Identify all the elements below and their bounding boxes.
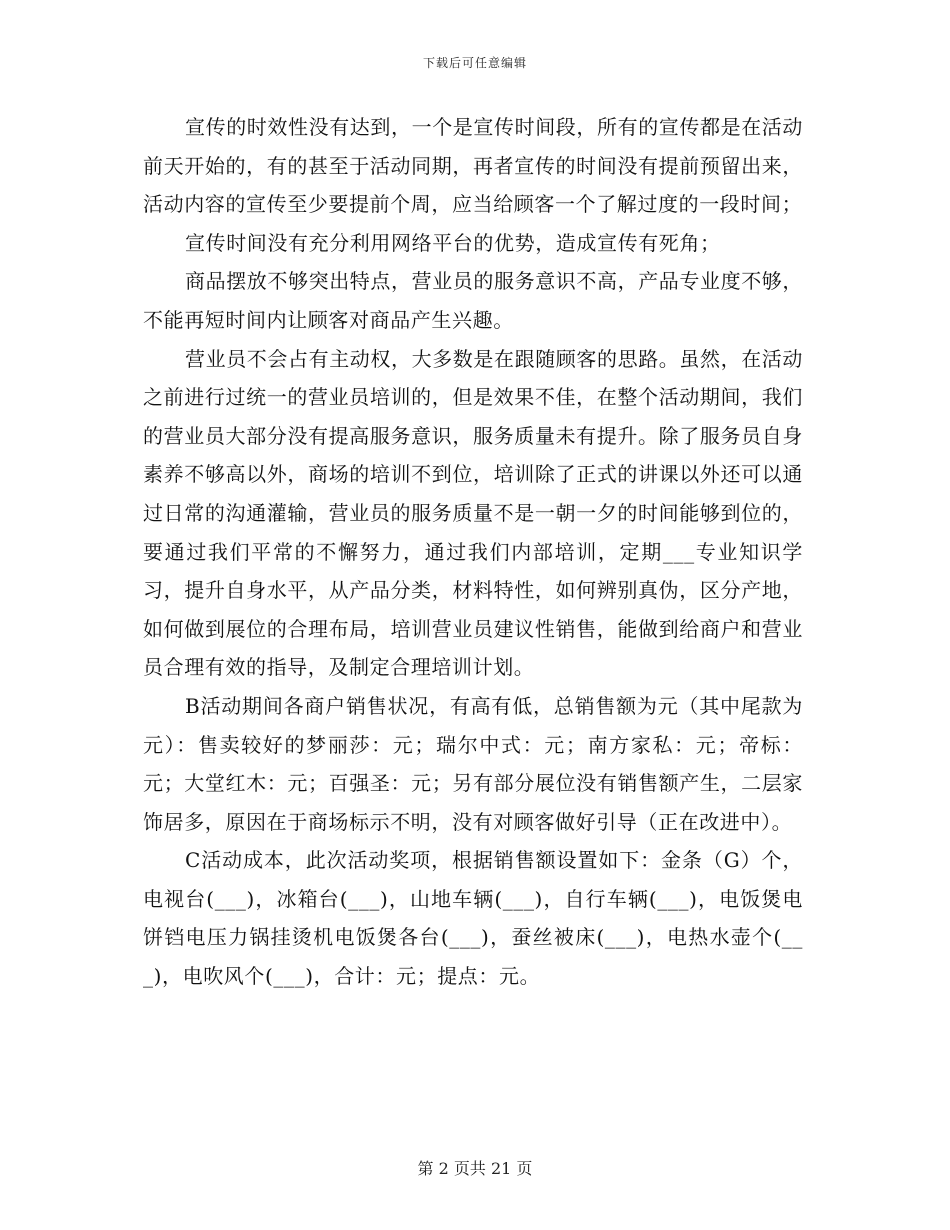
paragraph-activity-cost: C活动成本，此次活动奖项，根据销售额设置如下：金条（G）个，电视台(___)，冰箱台(___)，山地车辆(___)，自行车辆(___)，电饭煲电饼铛电压力锅挂烫机电饭煲各台(___)，蚕丝被床(___)，电热水壶个(___)，电吹风个(___)，合计：元；提点：元。 (143, 848, 803, 989)
paragraph-product-display: 商品摆放不够突出特点，营业员的服务意识不高，产品专业度不够，不能再短时间内让顾客对商品产生兴趣。 (143, 269, 803, 332)
paragraph-sales-status: B活动期间各商户销售状况，有高有低，总销售额为元（其中尾款为元）：售卖较好的梦丽莎：元；瑞尔中式：元；南方家私：元；帝标：元；大堂红木：元；百强圣：元；另有部分展位没有销售额产生，二层家饰居多，原因在于商场标示不明，没有对顾客做好引导（正在改进中）。 (143, 693, 803, 834)
paragraph-publicity-timeliness: 宣传的时效性没有达到，一个是宣传时间段，所有的宣传都是在活动前天开始的，有的甚至于活动同期，再者宣传的时间没有提前预留出来，活动内容的宣传至少要提前个周，应当给顾客一个了解过度的一段时间； (143, 115, 803, 217)
page-footer: 第 2 页共 21 页 (417, 1159, 533, 1178)
paragraph-online-platform: 宣传时间没有充分利用网络平台的优势，造成宣传有死角； (185, 230, 721, 255)
document-body (143, 108, 803, 996)
paragraph-staff-training: 营业员不会占有主动权，大多数是在跟随顾客的思路。虽然，在活动之前进行过统一的营业员培训的，但是效果不佳，在整个活动期间，我们的营业员大部分没有提高服务意识，服务质量未有提升。除了服务员自身素养不够高以外，商场的培训不到位，培训除了正式的讲课以外还可以通过日常的沟通灌输，营业员的服务质量不是一朝一夕的时间能够到位的，要通过我们平常的不懈努力，通过我们内部培训，定期___专业知识学习，提升自身水平，从产品分类，材料特性，如何辨别真伪，区分产地，如何做到展位的合理布局，培训营业员建议性销售，能做到给商户和营业员合理有效的指导，及制定合理培训计划。 (143, 346, 803, 680)
page-header: 下载后可任意编辑 (422, 56, 527, 70)
